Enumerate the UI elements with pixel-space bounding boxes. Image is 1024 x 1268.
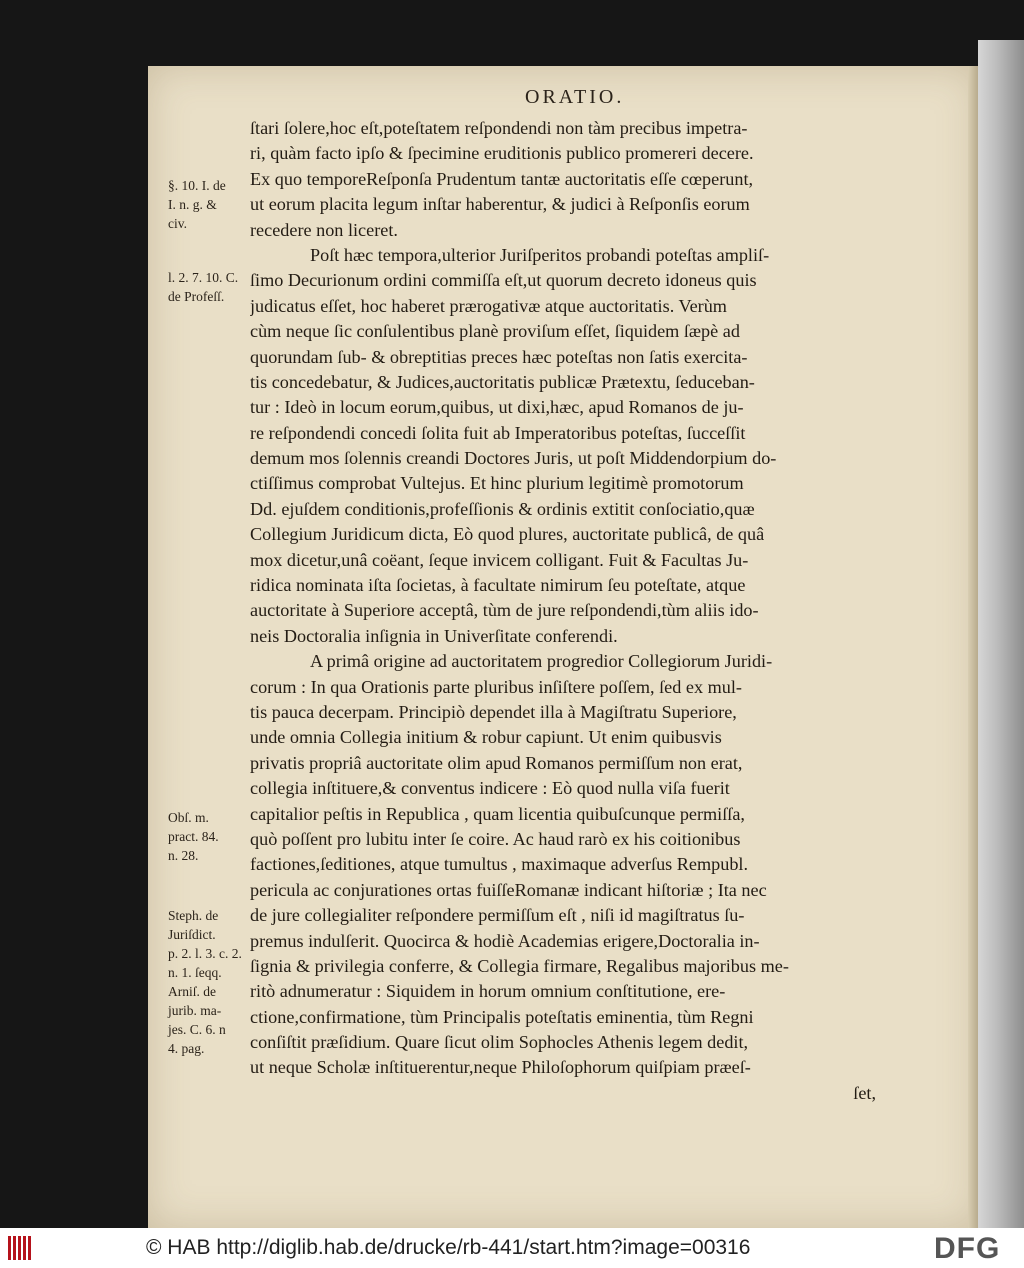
- text-line: conſiſtit præſidium. Quare ſicut olim Sophocles Athenis legem dedit,: [250, 1032, 749, 1053]
- text-line: A primâ origine ad auctoritatem progredior Collegiorum Juridi-: [310, 651, 773, 672]
- body-text: [250, 116, 890, 1106]
- text-line: pericula ac conjurationes ortas fuiſſeRomanæ indicant hiſtoriæ ; Ita nec: [250, 879, 767, 900]
- text-line: quorundam ſub- & obreptitias preces hæc poteſtas non ſatis exercita-: [250, 346, 748, 367]
- text-line: mox dicetur,unâ coëant, ſeque invicem colligant. Fuit & Facultas Ju-: [250, 549, 749, 570]
- text-line: ſtari ſolere,hoc eſt,poteſtatem reſpondendi non tàm precibus impetra-: [250, 118, 748, 138]
- text-line: ſignia & privilegia conferre, & Collegia firmare, Regalibus majoribus me-: [250, 955, 789, 976]
- text-line: Poſt hæc tempora,ulterior Juriſperitos probandi poteſtas ampliſ-: [310, 244, 770, 265]
- page-edge-stack: [978, 40, 1024, 1228]
- margin-note-line: n. 1. ſeqq.: [168, 965, 222, 980]
- margin-note: [168, 808, 258, 865]
- margin-note-line: Juriſdict.: [168, 927, 216, 942]
- text-line: ſimo Decurionum ordini commiſſa eſt,ut quorum decreto idoneus quis: [250, 270, 757, 291]
- text-line: privatis propriâ auctoritate olim apud Romanos permiſſum non erat,: [250, 752, 743, 773]
- margin-note-line: §. 10. I. de: [168, 178, 226, 193]
- text-line: capitalior peſtis in Republica , quam licentia quibuſcunque permiſſa,: [250, 803, 745, 824]
- margin-note-line: jurib. ma-: [168, 1003, 222, 1018]
- footer-bar: [0, 1228, 1024, 1268]
- text-line: ctiſſimus comprobat Vultejus. Et hinc plurium legitimè promotorum: [250, 473, 744, 494]
- text-line: cùm neque ſic conſulentibus planè proviſum eſſet, ſiquidem ſæpè ad: [250, 321, 740, 342]
- margin-note-line: n. 28.: [168, 848, 199, 863]
- text-line: ut neque Scholæ inſtituerentur,neque Philoſophorum quiſpiam præeſ-: [250, 1057, 751, 1078]
- text-line: premus indulſerit. Quocirca & hodiè Academias erigere,Doctoralia in-: [250, 930, 760, 951]
- catchword: ſet,: [853, 1082, 876, 1103]
- margin-note-line: I. n. g. &: [168, 197, 217, 212]
- margin-note-line: pract. 84.: [168, 829, 219, 844]
- running-head: ORATIO.: [525, 86, 625, 108]
- margin-note-line: Steph. de: [168, 908, 219, 923]
- margin-note-line: jes. C. 6. n: [168, 1022, 226, 1037]
- margin-note: [168, 176, 258, 233]
- margin-note-line: p. 2. l. 3. c. 2.: [168, 946, 242, 961]
- text-line: Ex quo temporeReſponſa Prudentum tantæ auctoritatis eſſe cœperunt,: [250, 168, 754, 189]
- text-line: unde omnia Collegia initium & robur capiunt. Ut enim quibusvis: [250, 727, 722, 748]
- text-line: auctoritate à Superiore acceptâ, tùm de jure reſpondendi,tùm aliis ido-: [250, 600, 759, 621]
- text-line: ridica nominata iſta ſocietas, à facultate nimirum ſeu poteſtate, atque: [250, 575, 746, 596]
- margin-note-line: l. 2. 7. 10. C.: [168, 270, 239, 285]
- text-line: Collegium Juridicum dicta, Eò quod plures, auctoritate publicâ, de quâ: [250, 524, 765, 545]
- text-line: tis concedebatur, & Judices,auctoritatis publicæ Prætextu, ſeduceban-: [250, 371, 755, 392]
- margin-note-line: civ.: [168, 216, 187, 231]
- margin-note: [168, 268, 258, 306]
- dfg-logo: DFG: [934, 1232, 1001, 1265]
- text-line: ri, quàm facto ipſo & ſpecimine eruditionis publico promereri decere.: [250, 143, 754, 164]
- text-line: ritò adnumeratur : Siquidem in horum omnium conſtitutione, ere-: [250, 981, 726, 1002]
- text-line: corum : In qua Orationis parte pluribus inſiſtere poſſem, ſed ex mul-: [250, 676, 742, 697]
- text-line: recedere non liceret.: [250, 219, 398, 240]
- margin-note-line: Obſ. m.: [168, 810, 209, 825]
- margin-note-line: 4. pag.: [168, 1041, 205, 1056]
- footer-copyright-url: © HAB http://diglib.hab.de/drucke/rb-441/start.htm?image=00316: [146, 1236, 751, 1259]
- text-line: de jure collegialiter reſpondere permiſſum eſt , niſi id magiſtratus ſu-: [250, 905, 745, 926]
- hab-logo-icon: [6, 1233, 36, 1263]
- text-line: collegia inſtituere,& conventus indicere : Eò quod nulla viſa fuerit: [250, 778, 730, 799]
- text-line: factiones,ſeditiones, atque tumultus , maximaque adverſus Rempubl.: [250, 854, 749, 875]
- page-gutter-shadow: [968, 66, 978, 1228]
- text-line: Dd. ejuſdem conditionis,profeſſionis & ordinis extitit conſociatio,quæ: [250, 498, 755, 519]
- text-line: tur : Ideò in locum eorum,quibus, ut dixi,hæc, apud Romanos de ju-: [250, 397, 744, 418]
- text-line: tis pauca decerpam. Principiò dependet illa à Magiſtratu Superiore,: [250, 701, 737, 722]
- margin-note-line: de Profeſſ.: [168, 289, 225, 304]
- text-line: ut eorum placita legum inſtar haberentur, & judici à Reſponſis eorum: [250, 194, 750, 215]
- text-line: demum mos ſolennis creandi Doctores Juris, ut poſt Middendorpium do-: [250, 448, 777, 469]
- margin-note-line: Arniſ. de: [168, 984, 216, 999]
- text-line: re reſpondendi concedi ſolita fuit ab Imperatoribus poteſtas, ſucceſſit: [250, 422, 746, 443]
- text-line: neis Doctoralia inſignia in Univerſitate conferendi.: [250, 625, 618, 646]
- margin-note: [168, 906, 258, 1058]
- text-line: judicatus eſſet, hoc haberet prærogativæ atque auctoritatis. Verùm: [250, 295, 727, 316]
- text-line: ctione,confirmatione, tùm Principalis poteſtatis eminentia, tùm Regni: [250, 1006, 754, 1027]
- text-line: quò poſſent pro lubitu inter ſe coire. Ac haud rarò ex his coitionibus: [250, 828, 741, 849]
